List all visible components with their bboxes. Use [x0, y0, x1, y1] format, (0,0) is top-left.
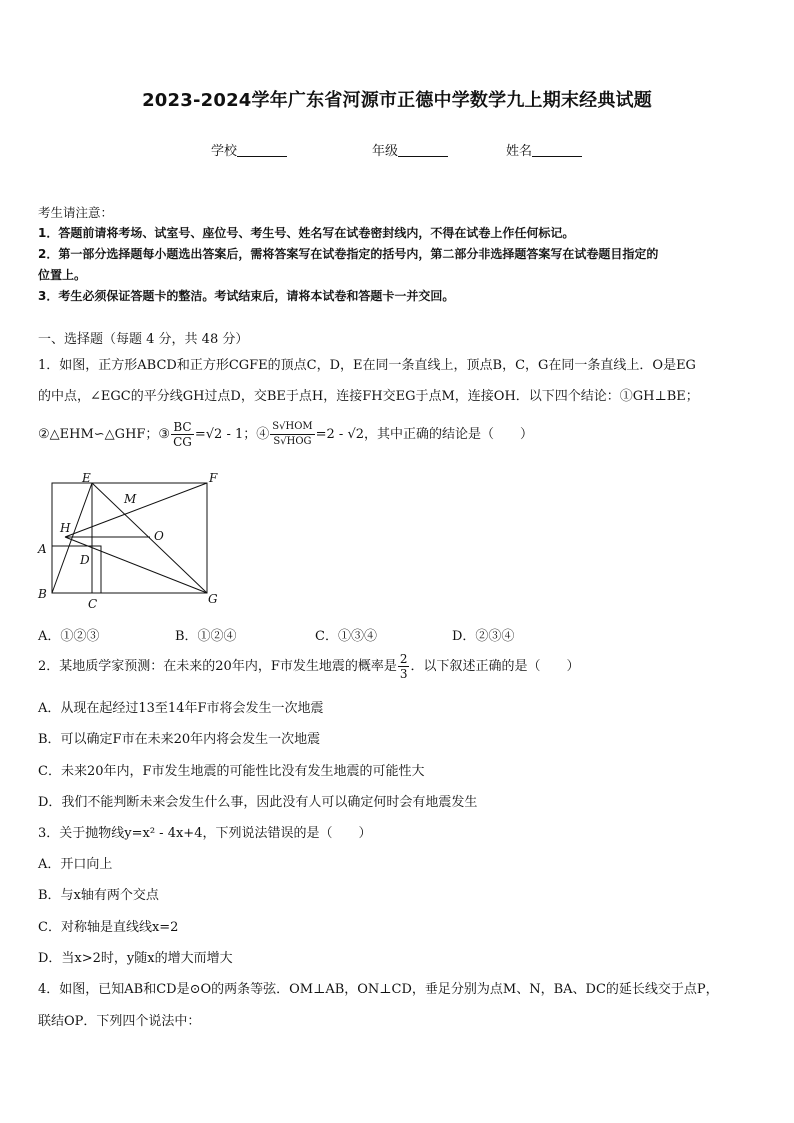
name-field[interactable] [506, 140, 582, 159]
square-abcd [52, 546, 101, 593]
label-m: M [124, 492, 137, 506]
label-h: H [60, 521, 71, 535]
q1-option-d[interactable]: D．②③④ [452, 629, 515, 644]
q1-frac2-num: S√HOM [270, 420, 314, 435]
label-b: B [38, 587, 47, 601]
school-blank[interactable] [237, 144, 287, 157]
q1-line-1: 1．如图，正方形ABCD和正方形CGFE的顶点C，D，E在同一条直线上，顶点B，C，G在同一条直线上．O是EG [38, 358, 696, 373]
notice-item-2a: 2．第一部分选择题每小题选出答案后，需将答案写在试卷指定的括号内，第二部分非选择题答案写在试卷题目指定的 [38, 247, 659, 261]
name-blank[interactable] [532, 144, 582, 157]
q2-frac-den: 3 [399, 667, 408, 681]
school-label: 学校 [211, 144, 238, 159]
q1-figure [30, 470, 230, 615]
q4-line-1: 4．如图，已知AB和CD是⊙O的两条等弦．OM⊥AB，ON⊥CD，垂足分别为点M、N，BA、DC的延长线交于点P， [38, 982, 719, 997]
q2-stem-b: ．以下叙述正确的是（ ） [410, 659, 580, 674]
q2-fraction [398, 652, 410, 681]
q2-option-c[interactable]: C．未来20年内，F市发生地震的可能性比没有发生地震的可能性大 [38, 764, 425, 779]
notice-item-3: 3．考生必须保证答题卡的整洁。考试结束后，请将本试卷和答题卡一并交回。 [38, 289, 455, 303]
grade-blank[interactable] [398, 144, 448, 157]
q1-line-3b: =√2 - 1；④ [194, 427, 270, 442]
q1-frac1-num: BC [171, 420, 194, 435]
q3-option-d[interactable]: D．当x>2时，y随x的增大而增大 [38, 951, 233, 966]
q2-stem-a: 2．某地质学家预测：在未来的20年内，F市发生地震的概率是 [38, 659, 397, 674]
notice-item-2b: 位置上。 [38, 268, 87, 282]
name-label: 姓名 [506, 144, 533, 159]
q1-line-2: 的中点，∠EGC的平分线GH过点D，交BE于点H，连接FH交EG于点M，连接OH．以下四个结论：①GH⊥BE； [38, 389, 699, 404]
q1-frac1-den: CG [173, 435, 192, 449]
q1-fraction-area [270, 420, 314, 449]
q1-frac2-den: S√HOG [273, 436, 312, 447]
label-d: D [80, 553, 90, 567]
q4-line-2: 联结OP．下列四个说法中： [38, 1014, 201, 1029]
line-be [52, 483, 92, 593]
q2-stem [38, 652, 580, 681]
q3-option-a[interactable]: A．开口向上 [38, 857, 113, 872]
q3-option-b[interactable]: B．与x轴有两个交点 [38, 888, 159, 903]
q3-stem: 3．关于抛物线y=x² - 4x+4，下列说法错误的是（ ） [38, 826, 372, 841]
notice-heading: 考生请注意： [38, 205, 114, 220]
label-g: G [208, 592, 218, 606]
label-e: E [82, 471, 91, 485]
q1-line-3 [38, 420, 533, 449]
label-c: C [88, 597, 98, 611]
grade-field[interactable] [372, 140, 448, 159]
q2-frac-num: 2 [399, 652, 408, 666]
q1-line-3a: ②△EHM∽△GHF；③ [38, 427, 171, 442]
q1-option-b[interactable]: B．①②④ [175, 629, 237, 644]
school-field[interactable] [211, 140, 287, 159]
line-eg [92, 483, 207, 593]
q1-option-a[interactable]: A．①②③ [38, 629, 100, 644]
q2-option-a[interactable]: A．从现在起经过13至14年F市将会发生一次地震 [38, 701, 324, 716]
section-heading: 一、选择题（每题 4 分，共 48 分） [38, 332, 249, 347]
notice-item-1: 1．答题前请将考场、试室号、座位号、考生号、姓名写在试卷密封线内，不得在试卷上作任何标记。 [38, 226, 575, 240]
label-o: O [154, 529, 164, 543]
q1-fraction-bc-cg [171, 420, 194, 449]
q1-option-c[interactable]: C．①③④ [315, 629, 377, 644]
label-a: A [38, 542, 47, 556]
q3-option-c[interactable]: C．对称轴是直线线x=2 [38, 920, 179, 935]
q1-line-3c: =2 - √2，其中正确的结论是（ ） [315, 427, 534, 442]
q2-option-d[interactable]: D．我们不能判断未来会发生什么事，因此没有人可以确定何时会有地震发生 [38, 795, 478, 810]
label-f: F [209, 471, 218, 485]
grade-label: 年级 [372, 144, 399, 159]
page-title: 2023-2024学年广东省河源市正德中学数学九上期末经典试题 [142, 90, 652, 111]
q2-option-b[interactable]: B．可以确定F市在未来20年内将会发生一次地震 [38, 732, 321, 747]
